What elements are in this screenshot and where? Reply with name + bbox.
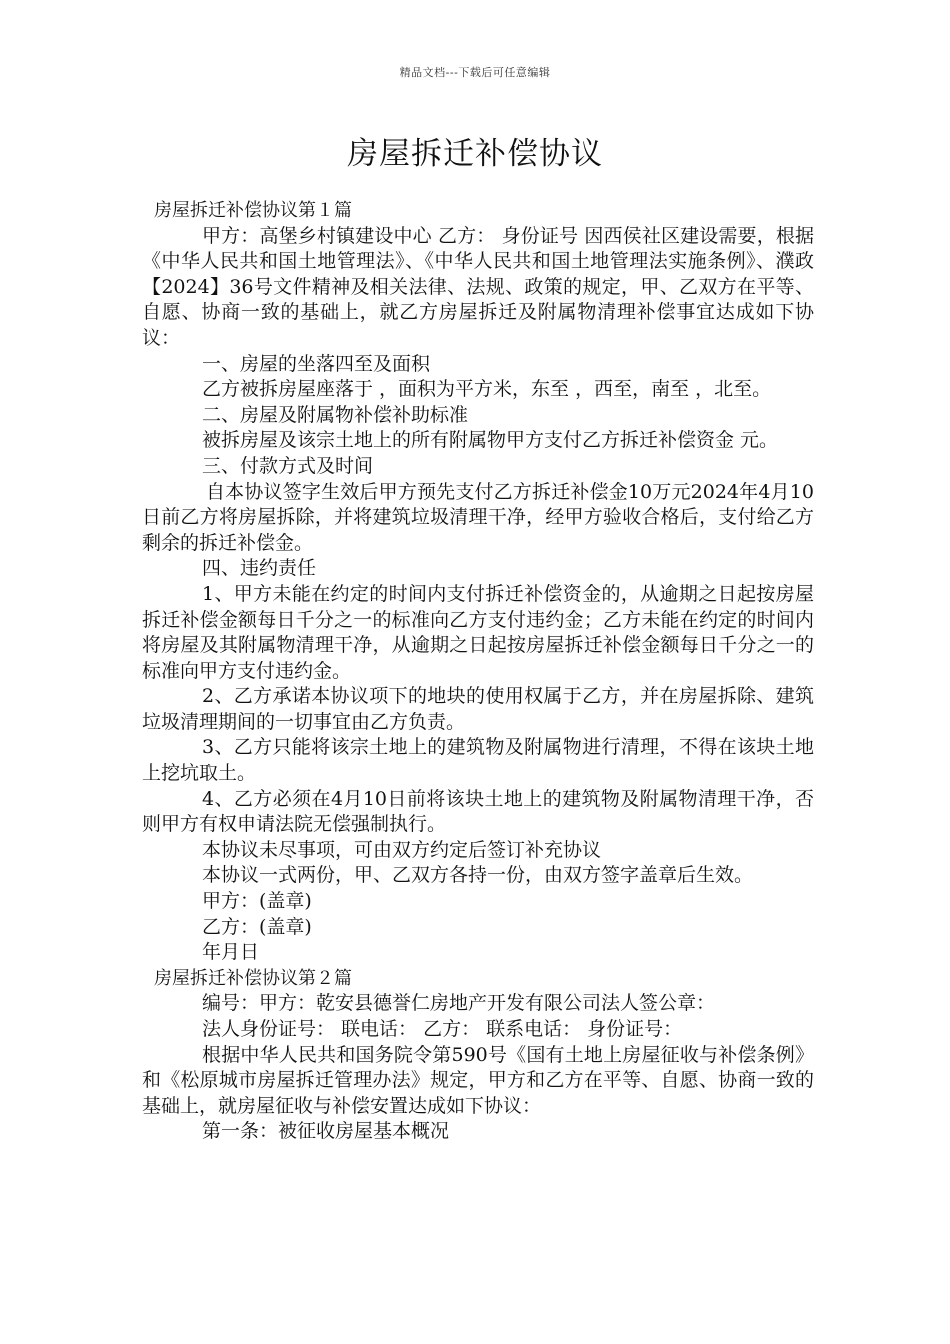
paragraph: 1、甲方未能在约定的时间内支付拆迁补偿资金的，从逾期之日起按房屋拆迁补偿金额每日千分之一的标准向乙方支付违约金；乙方未能在约定的时间内将房屋及其附属物清理干净，从逾期之日起按房屋拆迁补偿金额每日千分之一的标准向甲方支付违约金。 xyxy=(142,582,814,682)
header-note: 精品文档---下载后可任意编辑 xyxy=(399,66,551,79)
paragraph: 4、乙方必须在4月10日前将该块土地上的建筑物及附属物清理干净，否则甲方有权申请法院无偿强制执行。 xyxy=(142,787,814,836)
paragraph: 四、违约责任 xyxy=(202,557,317,580)
paragraph: 二、房屋及附属物补偿补助标准 xyxy=(202,403,469,426)
paragraph: 3、乙方只能将该宗土地上的建筑物及附属物进行清理，不得在该块土地上挖坑取土。 xyxy=(142,736,814,785)
paragraph: 一、房屋的坐落四至及面积 xyxy=(202,352,431,375)
paragraph: 2、乙方承诺本协议项下的地块的使用权属于乙方，并在房屋拆除、建筑垃圾清理期间的一切事宜由乙方负责。 xyxy=(142,685,814,733)
document-body xyxy=(142,198,814,1145)
paragraph: 乙方被拆房屋座落于 ，面积为平方米，东至 ，西至，南至 ，北至。 xyxy=(202,378,772,401)
section-heading: 房屋拆迁补偿协议第２篇 xyxy=(154,967,352,989)
paragraph: 法人身份证号： 联电话： 乙方： 联系电话： 身份证号： xyxy=(202,1018,683,1040)
paragraph: 甲方：(盖章) xyxy=(202,890,312,913)
paragraph: 根据中华人民共和国务院令第590号《国有土地上房屋征收与补偿条例》和《松原城市房屋拆迁管理办法》规定，甲方和乙方在平等、自愿、协商一致的基础上，就房屋征收与补偿安置达成如下协议： xyxy=(142,1043,814,1117)
paragraph: 本协议未尽事项，可由双方约定后签订补充协议 xyxy=(202,838,602,861)
paragraph: 乙方：(盖章) xyxy=(202,915,312,938)
paragraph: 甲方：高堡乡村镇建设中心 乙方： 身份证号 因西侯社区建设需要，根据《中华人民共和国土地管理法》、《中华人民共和国土地管理法实施条例》、濮政【2024】36号文件精神及相关法律、法规、政策的规定，甲、乙双方在平等、自愿、协商一致的基础上，就乙方房屋拆迁及附属物清理补偿事宜达成如下协议： xyxy=(142,224,814,349)
paragraph: 年月日 xyxy=(202,941,260,964)
paragraph: 编号：甲方：乾安县德誉仁房地产开发有限公司法人签公章： xyxy=(202,992,716,1015)
section-heading: 房屋拆迁补偿协议第１篇 xyxy=(154,200,352,221)
paragraph: 自本协议签字生效后甲方预先支付乙方拆迁补偿金10万元2024年4月10日前乙方将房屋拆除，并将建筑垃圾清理干净，经甲方验收合格后，支付给乙方剩余的拆迁补偿金。 xyxy=(142,480,814,554)
paragraph: 三、付款方式及时间 xyxy=(202,454,374,477)
paragraph: 被拆房屋及该宗土地上的所有附属物甲方支付乙方拆迁补偿资金 元。 xyxy=(202,429,779,452)
document-title: 房屋拆迁补偿协议 xyxy=(347,136,603,172)
paragraph: 本协议一式两份，甲、乙双方各持一份，由双方签字盖章后生效。 xyxy=(202,864,754,887)
paragraph: 第一条：被征收房屋基本概况 xyxy=(202,1120,450,1143)
